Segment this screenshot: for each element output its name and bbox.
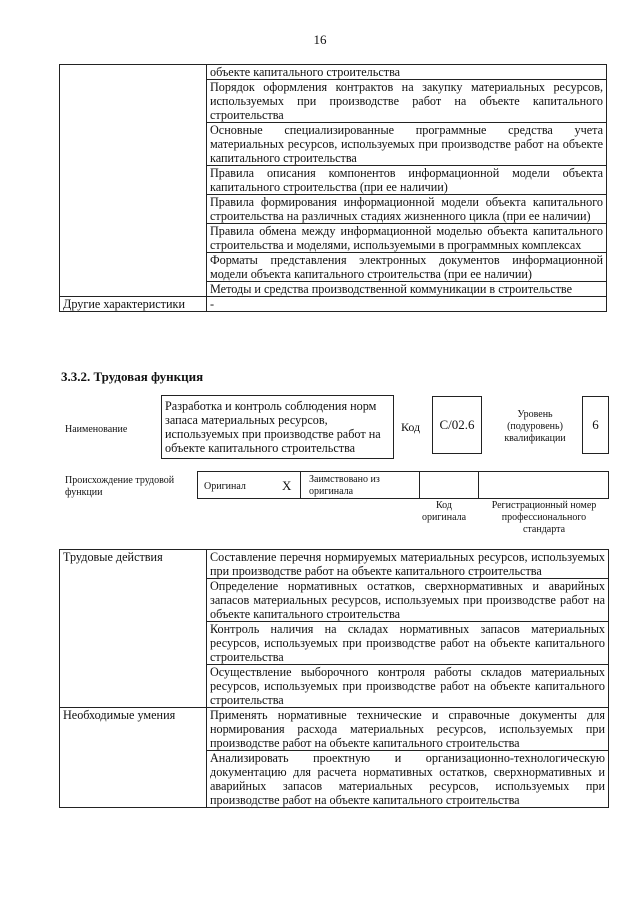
origin-label: Происхождение трудовой функции	[65, 475, 175, 498]
table-cell: объекте капитального строительства	[207, 65, 607, 80]
borrowed-cell	[300, 471, 420, 499]
table-cell: Порядок оформления контрактов на закупку материальных ресурсов, используемых при производстве работ на объекте капитального строительства	[207, 80, 607, 123]
table-row	[60, 65, 607, 80]
function-name-box	[161, 395, 394, 459]
code-original-label: Код оригинала	[421, 500, 467, 523]
table-cell: Правила обмена между информационной моделью объекта капитального строительства и моделями, используемыми в программных комплексах	[207, 224, 607, 253]
table-cell: Осуществление выборочного контроля работы складов материальных ресурсов, используемых при производстве работ на объекте капитального строительства	[207, 665, 609, 708]
original-mark: X	[282, 478, 292, 493]
borrowed-label: Заимствовано из оригинала	[309, 474, 380, 497]
original-cell	[197, 471, 301, 499]
table-row	[60, 297, 607, 312]
table-row	[60, 708, 609, 751]
level-value-box	[582, 396, 609, 454]
page-number: 16	[313, 32, 327, 47]
code-value: C/02.6	[439, 417, 475, 432]
actions-table	[59, 549, 609, 808]
code-value-box	[432, 396, 482, 454]
code-original-cell	[419, 471, 479, 499]
code-label: Код	[401, 420, 421, 434]
knowledge-table	[59, 64, 607, 312]
table-cell: Составление перечня нормируемых материальных ресурсов, используемых при производстве работ на объекте капитального строительства	[207, 550, 609, 579]
other-characteristics-value: -	[207, 297, 607, 312]
reg-number-cell	[478, 471, 609, 499]
level-label: Уровень (подуровень) квалификации	[504, 409, 566, 444]
table-cell: Определение нормативных остатков, сверхнормативных и аварийных запасов материальных ресурсов, используемых при производстве работ на объекте капитального строительства	[207, 579, 609, 622]
level-value: 6	[592, 417, 599, 432]
function-name-value: Разработка и контроль соблюдения норм запаса материальных ресурсов, используемых при производстве работ на объекте капитального строительства	[165, 399, 381, 455]
table-cell: Применять нормативные технические и справочные документы для нормирования расхода материальных ресурсов, используемых при производстве работ на объекте капитального строительства	[207, 708, 609, 751]
labor-actions-label: Трудовые действия	[60, 550, 207, 708]
original-label: Оригинал	[204, 481, 246, 492]
table-cell: Правила формирования информационной модели объекта капитального строительства на различных стадиях жизненного цикла (при ее наличии)	[207, 195, 607, 224]
table-cell: Анализировать проектную и организационно-технологическую документацию для расчета нормативных остатков, сверхнормативных и аварийных запасов материальных ресурсов, используемых при производстве работ на объекте капитального строительства	[207, 751, 609, 808]
reg-number-label: Регистрационный номер профессионального стандарта	[491, 500, 597, 535]
table-label-cell	[60, 65, 207, 297]
required-skills-label: Необходимые умения	[60, 708, 207, 808]
table-cell: Правила описания компонентов информационной модели объекта капитального строительства (при ее наличии)	[207, 166, 607, 195]
table-cell: Основные специализированные программные средства учета материальных ресурсов, используемых при производстве работ на объекте капитального строительства	[207, 123, 607, 166]
section-title: 3.3.2. Трудовая функция	[61, 369, 204, 384]
table-cell: Контроль наличия на складах нормативных запасов материальных ресурсов, используемых при производстве работ на объекте капитального строительства	[207, 622, 609, 665]
other-characteristics-label: Другие характеристики	[60, 297, 207, 312]
table-row	[60, 550, 609, 579]
name-label: Наименование	[65, 424, 128, 435]
table-cell: Форматы представления электронных документов информационной модели объекта капитального строительства (при ее наличии)	[207, 253, 607, 282]
table-cell: Методы и средства производственной коммуникации в строительстве	[207, 282, 607, 297]
